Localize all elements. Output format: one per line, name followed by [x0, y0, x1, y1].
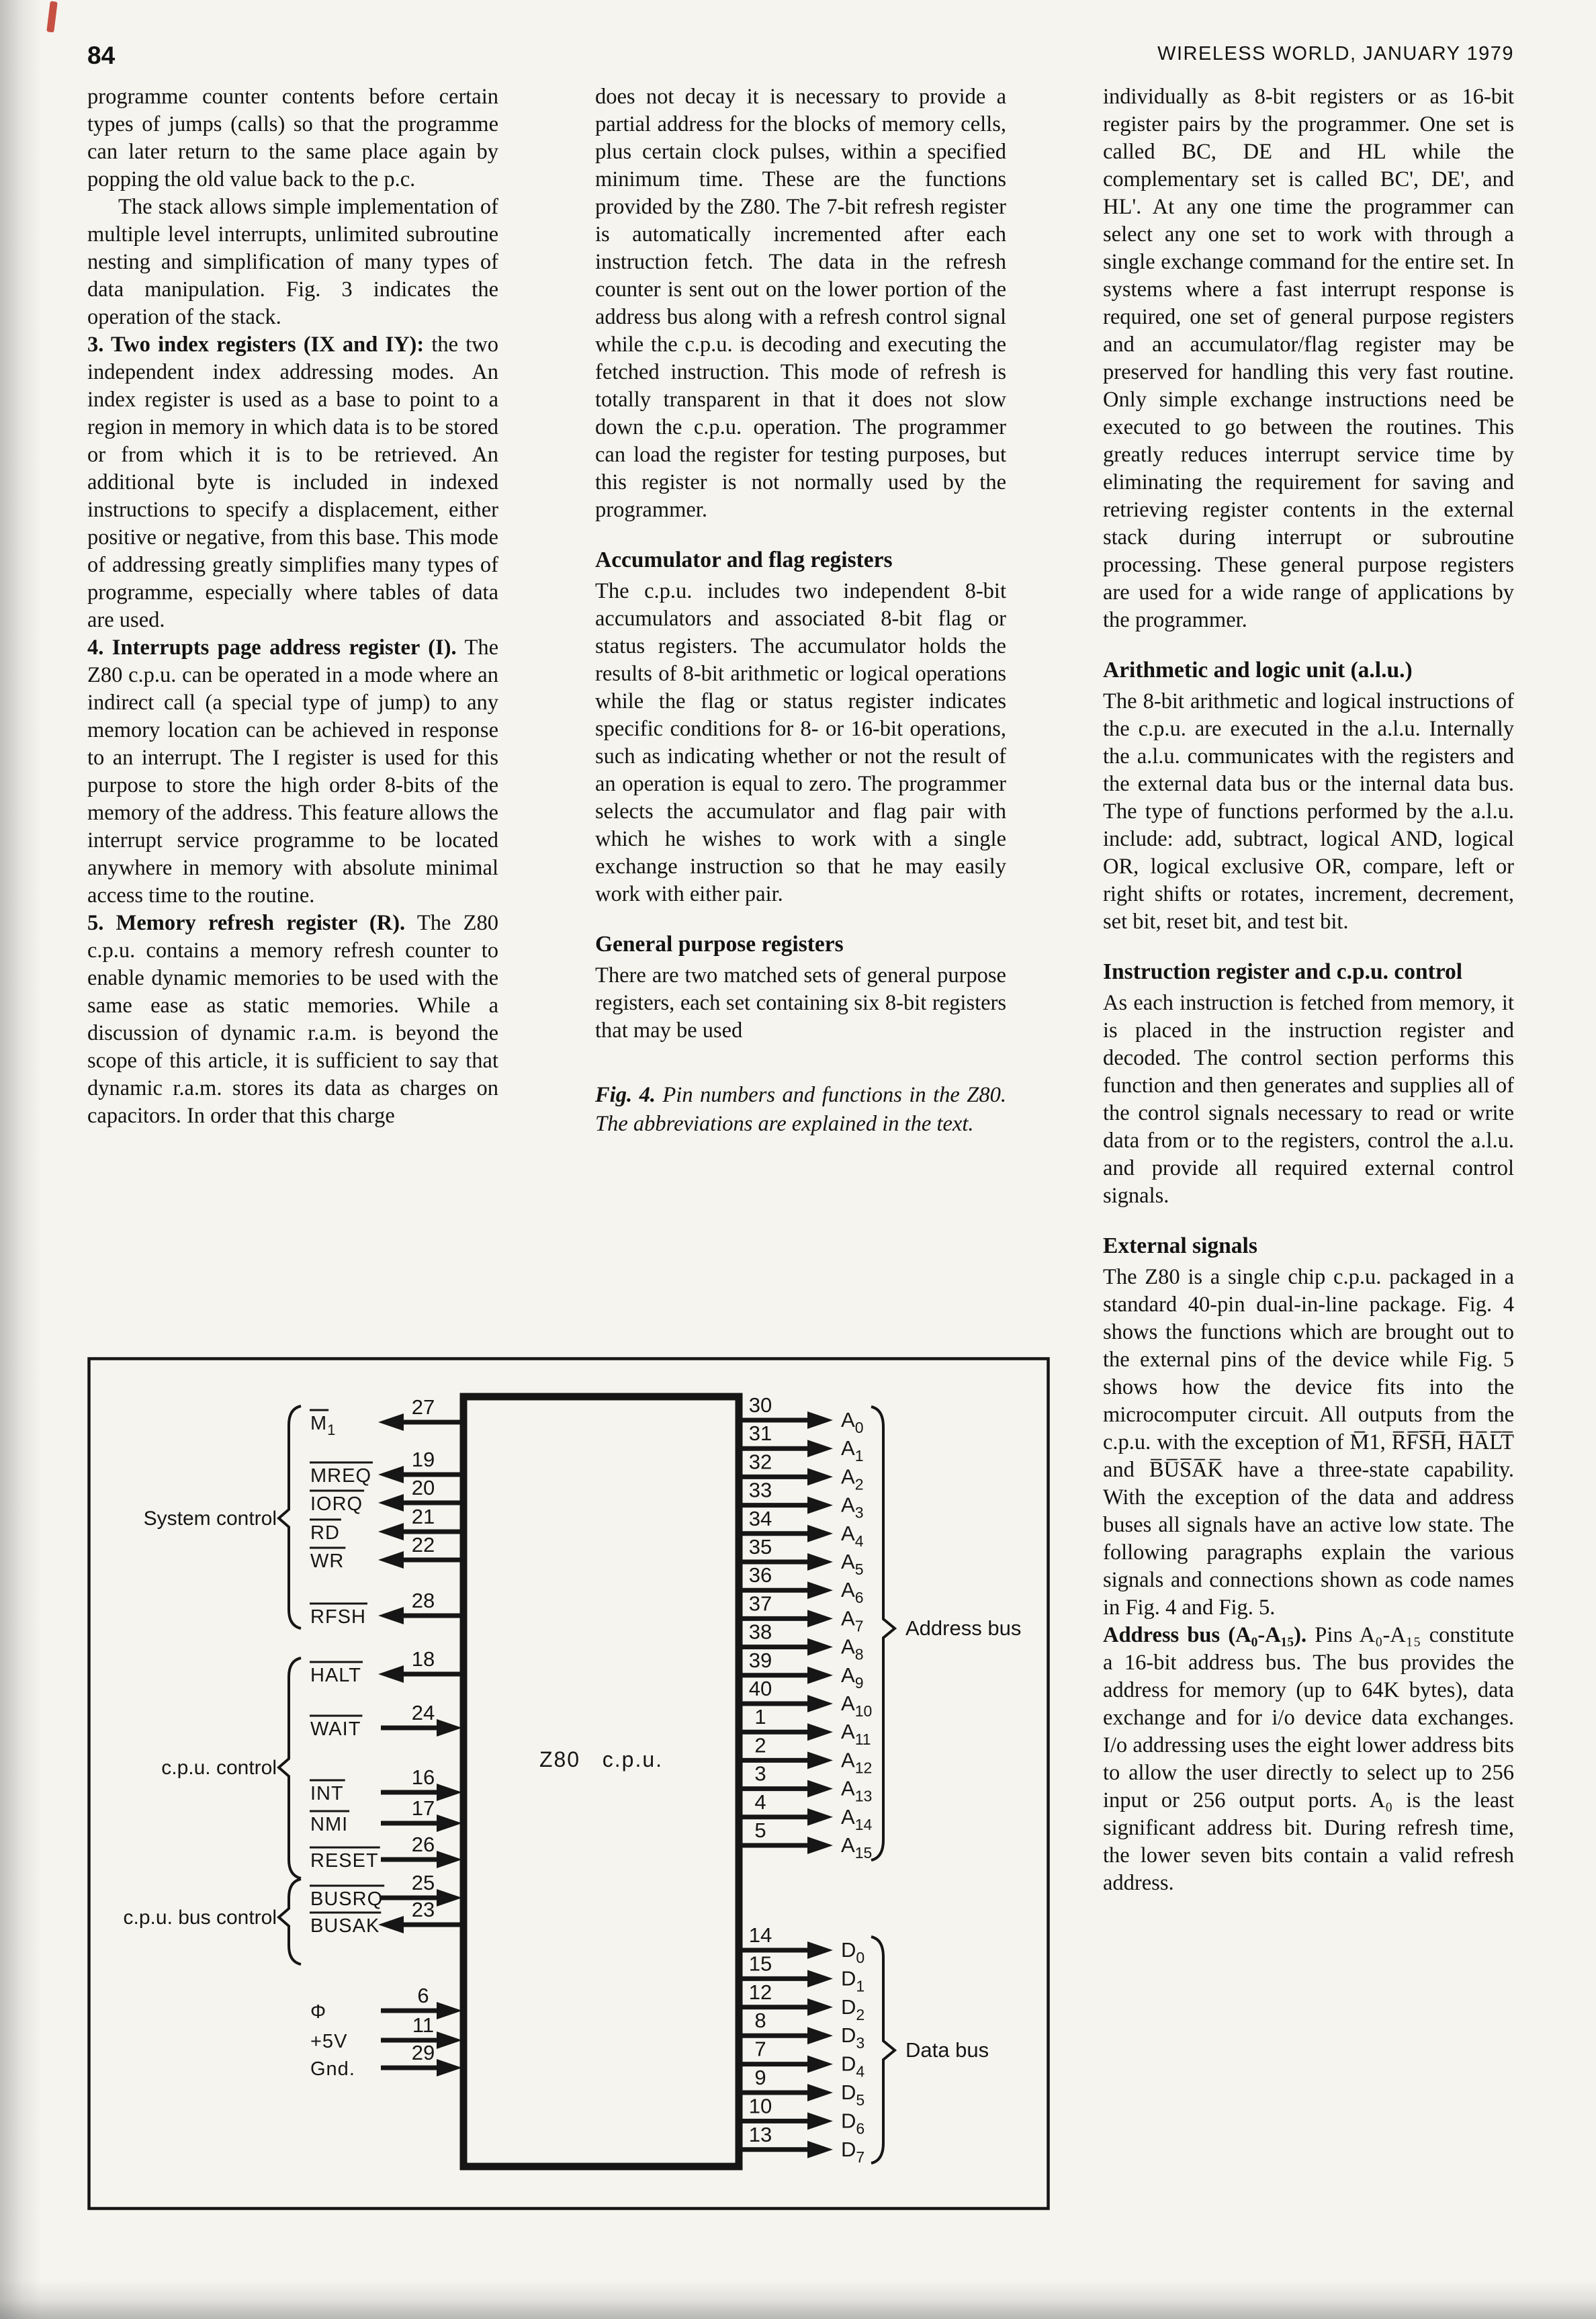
caption-text: Pin numbers and functions in the Z80. The abbreviations are explained in the text. [595, 1083, 1006, 1136]
signal-label: MREQ [310, 1465, 371, 1487]
bus-line-label: $A_9$ [841, 1663, 864, 1692]
pin-row-M1 [310, 1395, 463, 1438]
pin-row-WAIT [310, 1701, 462, 1740]
arrowhead [807, 1667, 833, 1684]
pin-number: 26 [411, 1833, 435, 1856]
paragraph [87, 193, 498, 331]
paragraph-lead: 3. Two index registers (IX and IY): [87, 333, 425, 357]
group-brace [279, 1658, 301, 1878]
pin-number: 30 [748, 1393, 772, 1417]
pin-row-RESET [310, 1833, 462, 1872]
pin-number: 40 [748, 1677, 772, 1700]
bus-line-label: $D_3$ [841, 2023, 865, 2052]
pin-number: 32 [748, 1450, 772, 1474]
paragraph [87, 634, 498, 910]
pin-number: 7 [754, 2037, 766, 2061]
group-brace [279, 1406, 301, 1628]
paragraph-text: There are two matched sets of general purpose registers, each set containing six 8-bit registers that may be used [595, 963, 1006, 1043]
fig4-diagram [87, 1357, 1050, 2210]
signal-label: WR [310, 1550, 345, 1572]
pin-number: 17 [411, 1796, 435, 1820]
arrowhead [807, 1941, 833, 1959]
paragraph-text: The Z80 c.p.u. contains a memory refresh counter to enable dynamic memories to be used with the same ease as static memories. While a discussion of dynamic r.a.m. is beyond the scope of this article, it is sufficient to say that dynamic r.a.m. stores its data as charges on capacitors. In order that this charge [87, 911, 498, 1128]
signal-label: +5V [310, 2031, 348, 2052]
arrowhead [807, 1411, 833, 1429]
arrowhead [807, 2141, 833, 2158]
arrowhead [378, 1916, 404, 1933]
bus-line-label: $A_4$ [841, 1521, 864, 1550]
caption-lead: Fig. 4. [595, 1083, 656, 1107]
section-heading: Arithmetic and logic unit (a.l.u.) [1103, 658, 1413, 683]
paragraph-text: does not decay it is necessary to provide a partial address for the blocks of memory cells, plus certain clock pulses, within a specified minimum time. These are the functions provided by the Z80. The 7-bit refresh register is automatically incremented after each instruction fetch. The data in the refresh counter is sent out on the lower portion of the address bus along with a refresh control signal while the c.p.u. is decoding and executing the fetched instruction. This mode of refresh is totally transparent in that it does not slow down the c.p.u. operation. The programmer can load the register for testing purposes, but this register is not normally used by the programmer. [595, 85, 1006, 522]
paragraph [1103, 83, 1514, 634]
arrowhead [437, 1889, 462, 1907]
paragraph [1103, 688, 1514, 936]
pin-row-+5V [310, 2013, 462, 2052]
fig4-svg [87, 1357, 1050, 2210]
paragraph-text: individually as 8-bit registers or as 16-bit register pairs by the programmer. One set is called BC, DE and HL while the complementary set is called BC', DE', and HL'. At any one time the programmer can select any one set to work with through a single exchange command for the entire set. In systems where a fast interrupt response is required, one set of general purpose registers and an accumulator/flag register may be preserved for handling this very fast routine. Only simple exchange instructions need be executed to go between the routines. This greatly reduces interrupt service time by eliminating the requirement for saving and retrieving register contents in the external stack during interrupt or subroutine processing. These general purpose registers are used for a wide range of applications by the programmer. [1103, 85, 1514, 632]
paragraph [1103, 990, 1514, 1210]
bus-brace [871, 1937, 895, 2163]
bus-line-label: $D_6$ [841, 2109, 865, 2138]
arrowhead [807, 1780, 833, 1798]
paragraph-lead: 4. Interrupts page address register (I). [87, 636, 457, 660]
arrowhead [807, 1970, 833, 1987]
paragraph-text: As each instruction is fetched from memory, it is placed in the instruction register and decoded. The control section performs this function and then generates and supplies all of the control signals necessary to read or write data from or to the registers, control the a.l.u. and provide all required external control signals. [1103, 991, 1514, 1208]
pin-number: 9 [754, 2066, 766, 2089]
arrowhead [437, 2059, 462, 2076]
pin-number: 21 [411, 1505, 435, 1528]
figure-caption [595, 1081, 1006, 1139]
signal-label: WAIT [310, 1718, 361, 1740]
pin-number: 22 [411, 1533, 435, 1557]
pin-number: 6 [417, 1984, 429, 2007]
cpu-box [463, 1397, 739, 2167]
pin-number: 14 [748, 1923, 772, 1947]
bus-line-label: $A_1$ [841, 1436, 864, 1465]
paragraph [87, 331, 498, 634]
section-heading: Instruction register and c.p.u. control [1103, 959, 1463, 984]
pin-number: 39 [748, 1648, 772, 1672]
bus-label: Address bus [905, 1616, 1022, 1640]
signal-label: RESET [310, 1850, 379, 1872]
figure-border [89, 1359, 1049, 2209]
arrowhead [378, 1551, 404, 1569]
arrowhead [378, 1494, 404, 1512]
pin-number: 35 [748, 1535, 772, 1559]
pin-number: 23 [411, 1898, 435, 1921]
arrowhead [807, 1723, 833, 1741]
pin-row-INT [310, 1765, 462, 1804]
arrowhead [807, 1553, 833, 1571]
pin-number: 36 [748, 1563, 772, 1587]
paragraph [595, 83, 1006, 524]
arrowhead [807, 1440, 833, 1457]
paragraph-lead: 5. Memory refresh register (R). [87, 911, 406, 935]
group-label: c.p.u. bus control [123, 1907, 277, 1929]
arrowhead [437, 1814, 462, 1832]
bus-brace [871, 1407, 895, 1860]
pin-number: 8 [754, 2009, 766, 2033]
pin-row-BUSRQ [310, 1871, 462, 1910]
col3 [1103, 83, 1514, 1897]
signal-label: Φ [310, 2001, 327, 2023]
bus-line-label: $A_2$ [841, 1464, 864, 1493]
pin-number: 16 [411, 1765, 435, 1789]
arrowhead [807, 1695, 833, 1712]
arrowhead [807, 1468, 833, 1485]
bus-line-label: $A_{13}$ [841, 1776, 873, 1805]
journal-header: WIRELESS WORLD, JANUARY 1979 [1157, 43, 1514, 64]
paragraph-text: programme counter contents before certain types of jumps (calls) so that the programme can later return to the same place again by popping the old value back to the p.c. [87, 85, 498, 191]
arrowhead [807, 2027, 833, 2044]
arrowhead [807, 1751, 833, 1769]
arrowhead [807, 1638, 833, 1656]
paragraph [1103, 1622, 1514, 1897]
paragraph [87, 83, 498, 193]
red-pen-mark [46, 1, 58, 33]
bus-line-label: $A_6$ [841, 1578, 864, 1607]
bus-line-label: $A_{10}$ [841, 1692, 873, 1720]
group-brace [279, 1879, 301, 1964]
pin-number: 29 [411, 2041, 435, 2064]
pin-number: 10 [748, 2094, 772, 2118]
pin-number: 19 [411, 1448, 435, 1471]
pin-number: 11 [412, 2013, 435, 2037]
bus-label: Data bus [905, 2038, 989, 2062]
pin-row-HALT [310, 1647, 463, 1686]
signal-label: Gnd. [310, 2058, 355, 2080]
arrowhead [378, 1523, 404, 1540]
pin-number: 37 [748, 1591, 772, 1616]
paragraph-text: the two independent index addressing modes. An index register is used as a base to point to a region in memory in which data is to be stored or from which it is to be retrieved. An additional byte is included in indexed instructions to specify a displacement, either positive or negative, from this base. This mode of addressing greatly simplifies many types of programme, especially where tables of data are used. [87, 333, 498, 632]
pin-number: 38 [748, 1620, 772, 1644]
pin-number: 4 [754, 1790, 766, 1814]
arrowhead [807, 1837, 833, 1854]
signal-label: BUSRQ [310, 1888, 384, 1910]
paragraph-text: The 8-bit arithmetic and logical instructions of the c.p.u. are executed in the a.l.u. Internally the a.l.u. communicates with the registers and the external data bus or the internal data bus. The type of functions performed by the a.l.u. include: add, subtract, logical AND, logical OR, logical exclusive OR, compare, left or right shifts or rotates, increment, decrement, set bit, reset bit, and test bit. [1103, 689, 1514, 934]
pin-number: 20 [411, 1476, 435, 1499]
pin-number: 13 [748, 2122, 772, 2146]
arrowhead [437, 2002, 462, 2019]
scan-edge-artifact [0, 0, 42, 2319]
pin-number: 33 [748, 1478, 772, 1502]
pin-number: 5 [754, 1819, 766, 1842]
group-label: c.p.u. control [161, 1757, 277, 1779]
pin-number: 15 [748, 1952, 772, 1976]
arrowhead [807, 2084, 833, 2101]
col1 [87, 83, 498, 1130]
paragraph-text: The stack allows simple implementation of multiple level interrupts, unlimited subroutine nesting and simplification of many types of data manipulation. Fig. 3 indicates the operation of the stack. [87, 195, 498, 329]
group-label: System control [143, 1507, 277, 1530]
col2 [595, 83, 1006, 1139]
signal-label: NMI [310, 1814, 349, 1835]
pin-number: 24 [411, 1701, 435, 1724]
bus-line-label: $D_2$ [841, 1995, 865, 2023]
arrowhead [378, 1413, 404, 1431]
bus-line-label: $A_0$ [841, 1408, 864, 1436]
arrowhead [807, 2112, 833, 2130]
section-heading: General purpose registers [595, 932, 844, 957]
paragraph-lead: Address bus (A₀-A₁₅). [1103, 1623, 1307, 1647]
arrowhead [437, 1784, 462, 1801]
bus-line-label: $D_0$ [841, 1938, 865, 1966]
page-number: 84 [87, 42, 116, 69]
signal-label: INT [310, 1783, 344, 1804]
arrowhead [378, 1665, 404, 1683]
bus-line-label: $D_5$ [841, 2081, 865, 2109]
pin-row-RFSH [310, 1589, 463, 1628]
signal-label: BUSAK [310, 1915, 380, 1937]
paragraph-text: The Z80 c.p.u. can be operated in a mode where an indirect call (a special type of jump) to any memory location can be achieved in response to an interrupt. The I register is used for this purpose to store the high order 8-bits of the memory of the address. This feature allows the interrupt service programme to be located anywhere in memory with absolute minimal access time to the routine. [87, 636, 498, 908]
cpu-label: Z80 c.p.u. [539, 1747, 664, 1771]
arrowhead [378, 1607, 404, 1624]
bus-line-label: $A_{11}$ [841, 1720, 871, 1749]
pin-row- [310, 1984, 462, 2023]
pin-row-MREQ [310, 1448, 463, 1487]
pin-number: 27 [411, 1395, 435, 1419]
pin-number: 31 [748, 1421, 772, 1446]
paragraph-text: Pins A₀-A₁₅ constitute a 16-bit address bus. The bus provides the address for memory (up to 64K bytes), data exchange and for i/o device data exchanges. I/o addressing uses the eight lower address bits to allow the user directly to select up to 256 input or 256 output ports. A₀ is the least significant address bit. During refresh time, the lower seven bits contain a valid refresh address. [1103, 1623, 1514, 1895]
bus-line-label: $A_{15}$ [841, 1833, 873, 1862]
paragraph [87, 910, 498, 1130]
pin-number: 34 [748, 1506, 772, 1530]
arrowhead [807, 1525, 833, 1542]
paragraph [1103, 1264, 1514, 1622]
arrowhead [807, 1581, 833, 1599]
pin-number: 12 [748, 1980, 772, 2004]
bus-line-label: $D_1$ [841, 1966, 865, 1995]
pin-number: 28 [411, 1589, 435, 1612]
arrowhead [807, 1808, 833, 1826]
arrowhead [807, 2056, 833, 2073]
arrowhead [437, 2031, 462, 2049]
paragraph-text: The c.p.u. includes two independent 8-bit accumulators and associated 8-bit flag or status registers. The accumulator holds the results of 8-bit arithmetic or logical operations while the flag or status register indicates specific conditions for 8- or 16-bit operations, such as indicating whether or not the result of an operation is equal to zero. The programmer selects the accumulator and flag pair with which he wishes to work with a single exchange instruction so that he may easily work with either pair. [595, 579, 1006, 906]
bus-line-label: $A_8$ [841, 1634, 864, 1663]
bus-line-label: $A_{14}$ [841, 1804, 873, 1833]
arrowhead [437, 1851, 462, 1868]
signal-label: $M_1$ [310, 1413, 337, 1438]
section-heading: Accumulator and flag registers [595, 548, 893, 572]
bus-line-label: $A_5$ [841, 1550, 864, 1578]
scan-bottom-artifact [0, 2280, 1596, 2319]
paragraph-text: The Z80 is a single chip c.p.u. packaged in a standard 40-pin dual-in-line package. Fig. 4 shows the functions which are brought out to the external pins of the device while Fig. 5 shows how the device fits into the microcomputer circuit. All outputs from the c.p.u. with the exception of M̅1, R̅F̅S̅H̅, H̅A̅L̅T̅ and B̅U̅S̅A̅K̅ have a three-state capability. With the exception of the data and address buses all signals have an active low state. The following paragraphs explain the various signals and connections shown as code names in Fig. 4 and Fig. 5. [1103, 1265, 1514, 1620]
bus-line-label: $D_4$ [841, 2052, 865, 2081]
section-heading: External signals [1103, 1233, 1257, 1258]
bus-line-label: $D_7$ [841, 2137, 865, 2166]
signal-label: HALT [310, 1665, 361, 1686]
bus-line-label: $A_{12}$ [841, 1748, 873, 1777]
arrowhead [807, 1610, 833, 1627]
paragraph [595, 578, 1006, 908]
signal-label: IORQ [310, 1493, 363, 1515]
pin-number: 3 [754, 1761, 766, 1786]
signal-label: RD [310, 1522, 340, 1544]
paragraph [595, 962, 1006, 1045]
arrowhead [378, 1466, 404, 1483]
pin-number: 1 [754, 1705, 766, 1729]
pin-number: 25 [411, 1871, 435, 1894]
arrowhead [807, 1497, 833, 1514]
pin-number: 18 [411, 1647, 435, 1671]
bus-line-label: $A_7$ [841, 1606, 864, 1635]
signal-label: RFSH [310, 1606, 366, 1628]
bus-line-label: $A_3$ [841, 1493, 864, 1522]
arrowhead [437, 1719, 462, 1737]
arrowhead [807, 1999, 833, 2016]
pin-number: 2 [754, 1733, 766, 1757]
